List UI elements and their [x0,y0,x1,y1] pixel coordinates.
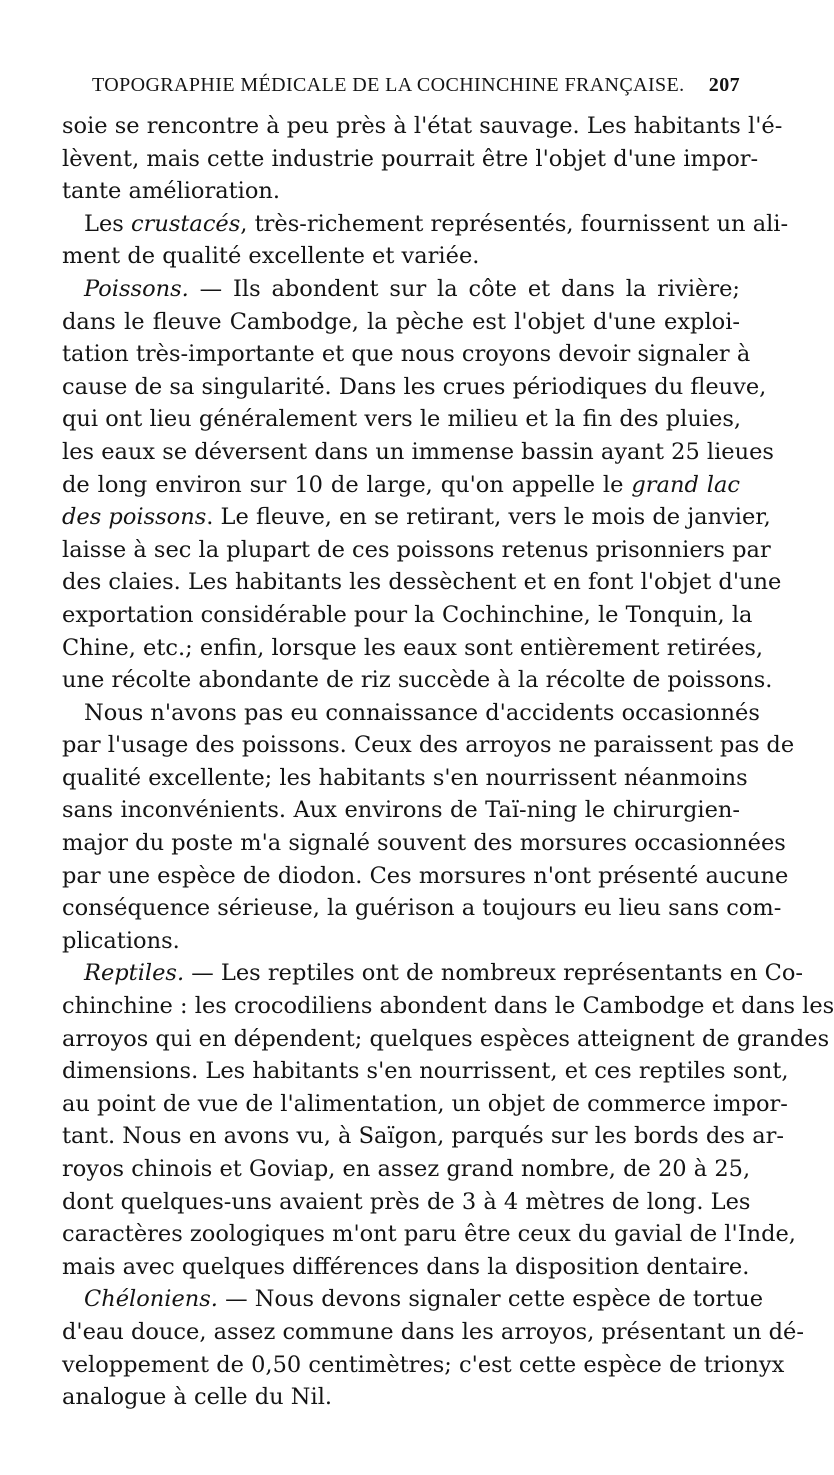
text-line [62,306,740,339]
text-line [62,371,767,404]
text-run: par une espèce de diodon. Ces morsures n'ont présenté aucune [62,862,789,889]
text-line [62,632,764,665]
text-line [62,1055,789,1088]
italic-run: des poissons [62,504,207,531]
text-line [62,1349,785,1382]
italic-run: Reptiles. [84,960,185,987]
text-line [62,1381,740,1414]
text-run: analogue à celle du Nil. [62,1384,333,1411]
text-run: soie se rencontre à peu près à l'état sauvage. Les habitants l'é- [62,113,783,139]
text-run: les eaux se déversent dans un immense bassin ayant 25 lieues [62,438,774,465]
text-line [62,957,803,990]
text-line [62,794,740,827]
text-run: dimensions. Les habitants s'en nourrissent, et ces reptiles sont, [62,1058,789,1085]
text-line [62,664,773,697]
italic-run: Poissons. [84,275,189,302]
text-run: — Ils abondent sur la côte et dans la rivière; [188,275,740,302]
text-run: tation très-importante et que nous croyons devoir signaler à [62,341,751,368]
italic-run: grand lac [631,471,740,498]
text-line [62,1316,804,1349]
text-run: mais avec quelques différences dans la disposition dentaire. [62,1253,750,1280]
text-run: plications. [62,927,180,954]
text-run: dont quelques-uns avaient près de 3 à 4 mètres de long. Les [62,1188,751,1215]
text-run: , très-richement représentés, fournissent un ali- [240,210,789,237]
text-line [62,469,740,502]
text-run: Les [84,210,131,237]
text-line [62,1088,788,1121]
text-line [62,175,740,208]
text-run: chinchine : les crocodiliens abondent dans le Cambodge et dans les [62,993,834,1020]
text-line [62,501,771,534]
page-number: 207 [708,74,740,96]
running-head [92,74,740,104]
text-run: lèvent, mais cette industrie pourrait être l'objet d'une impor- [62,145,759,172]
text-line [62,338,751,371]
text-line [62,860,789,893]
running-title: TOPOGRAPHIE MÉDICALE DE LA COCHINCHINE FRANÇAISE. [92,74,685,96]
text-run: royos chinois et Goviap, en assez grand nombre, de 20 à 25, [62,1156,751,1182]
text-line [62,827,786,860]
text-run: arroyos qui en dépendent; quelques espèces atteignent de grandes [62,1025,830,1052]
text-run: tant. Nous en avons vu, à Saïgon, parqués sur les bords des ar- [62,1123,785,1150]
text-run: d'eau douce, assez commune dans les arroyos, présentant un dé- [62,1318,804,1345]
text-run: sans inconvénients. Aux environs de Taï-ning le chirurgien- [62,797,740,824]
body-text [62,110,834,1414]
text-run: dans le fleuve Cambodge, la pèche est l'objet d'une exploi- [62,308,740,335]
text-line [62,1218,796,1251]
text-line [62,208,789,241]
text-run: une récolte abondante de riz succède à la récolte de poissons. [62,667,773,694]
text-line [62,534,771,567]
text-line [62,403,740,436]
text-line [62,110,783,143]
text-line [62,762,748,795]
text-line [62,1120,785,1153]
text-line [62,729,795,762]
text-run: conséquence sérieuse, la guérison a toujours eu lieu sans com- [62,895,782,922]
text-run: ment de qualité excellente et variée. [62,243,480,270]
italic-run: crustacés [130,210,241,237]
text-run: au point de vue de l'alimentation, un objet de commerce impor- [62,1090,788,1117]
text-run: qui ont lieu généralement vers le milieu et la fin des pluies, [62,406,742,433]
text-run: laisse à sec la plupart de ces poissons retenus prisonniers par [62,536,771,563]
text-run: veloppement de 0,50 centimètres; c'est cette espèce de trionyx [62,1351,785,1378]
text-run: tante amélioration. [62,178,281,205]
text-line [62,1251,750,1284]
text-run: — Les reptiles ont de nombreux représentants en Co- [184,960,803,987]
text-line [62,1283,764,1316]
text-line [62,240,740,273]
text-line [62,925,740,958]
text-line [62,1023,830,1056]
text-line [62,990,834,1023]
text-line [62,273,740,306]
text-line [62,697,760,730]
text-run: major du poste m'a signalé souvent des morsures occasionnées [62,830,786,857]
text-run: qualité excellente; les habitants s'en nourrissent néanmoins [62,764,748,791]
text-line [62,599,753,632]
text-line [62,1186,751,1219]
text-line [62,436,774,469]
text-run: exportation considérable pour la Cochinchine, le Tonquin, la [62,601,753,628]
text-run: cause de sa singularité. Dans les crues périodiques du fleuve, [62,373,767,400]
text-run: des claies. Les habitants les dessèchent et en font l'objet d'une [62,569,782,596]
text-line [62,892,782,925]
text-run: par l'usage des poissons. Ceux des arroyos ne paraissent pas de [62,732,795,759]
text-line [62,566,782,599]
text-run: caractères zoologiques m'ont paru être ceux du gavial de l'Inde, [62,1221,796,1248]
text-run: Chine, etc.; enfin, lorsque les eaux sont entièrement retirées, [62,634,764,661]
text-run: Nous n'avons pas eu connaissance d'accidents occasionnés [84,699,760,726]
text-line [62,1153,751,1186]
text-line [62,143,759,176]
text-run: — Nous devons signaler cette espèce de tortue [217,1286,764,1313]
text-run: de long environ sur 10 de large, qu'on appelle le [62,471,632,498]
text-run: . Le fleuve, en se retirant, vers le mois de janvier, [206,504,771,531]
italic-run: Chéloniens. [84,1286,218,1313]
